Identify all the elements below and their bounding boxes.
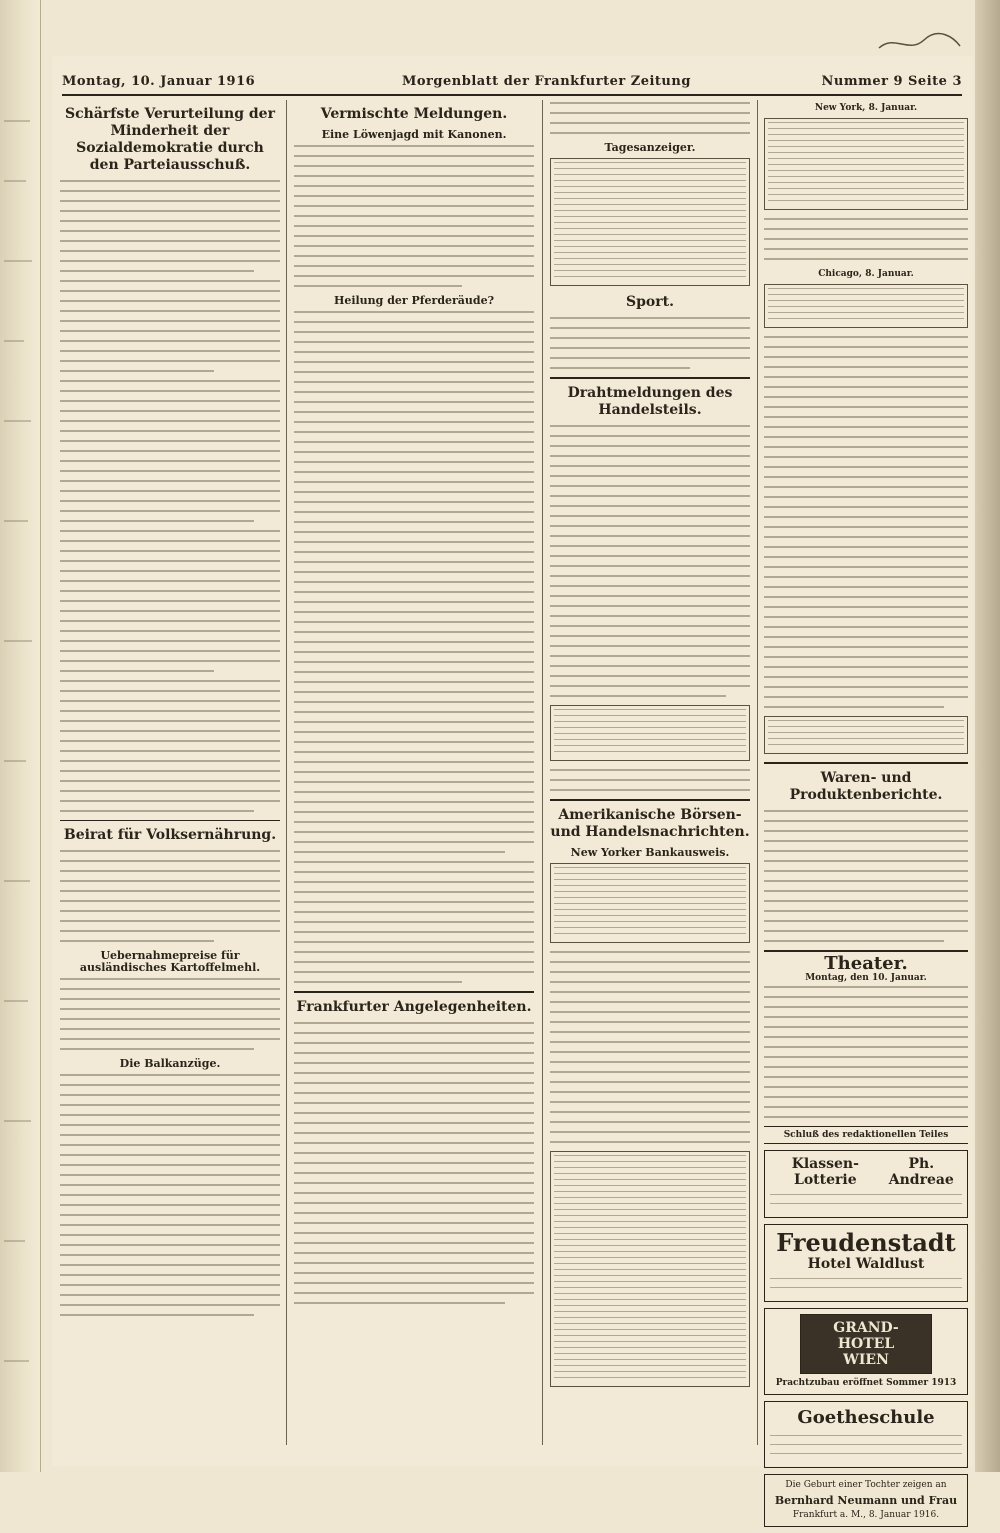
birth-announcement xyxy=(764,1474,968,1527)
birth-announcement-parents: Bernhard Neumann und Frau xyxy=(774,1494,958,1507)
table-title: Chicago, 8. Januar. xyxy=(818,269,914,279)
column-rule xyxy=(542,100,543,1445)
grand-hotel-ad xyxy=(764,1308,968,1395)
grand-hotel-logo xyxy=(800,1314,932,1374)
article-body xyxy=(550,317,750,369)
section-headline: Waren- und Produktenberichte. xyxy=(789,770,943,803)
hotel-ad-name: Hotel Waldlust xyxy=(807,1256,925,1272)
new-york-market-table xyxy=(764,118,968,210)
editorial-end-notice: Schluß des redaktionellen Teiles xyxy=(764,1126,968,1144)
paper-name: Morgenblatt der Frankfurter Zeitung xyxy=(402,74,691,89)
column-rule xyxy=(286,100,287,1445)
closing-prices-table xyxy=(550,1151,750,1387)
lottery-ad-seller: Ph. Andreae xyxy=(888,1156,954,1188)
column-2 xyxy=(294,100,534,1312)
section-heading: Tagesanzeiger. xyxy=(604,141,696,154)
newspaper-page xyxy=(52,56,972,1520)
article-body xyxy=(294,145,534,287)
article-body xyxy=(294,311,534,983)
theater-date: Montag, den 10. Januar. xyxy=(805,973,927,983)
article-subheadline: Eine Löwenjagd mit Kanonen. xyxy=(321,128,507,141)
section-headline: Sport. xyxy=(626,294,674,310)
section-headline: Drahtmeldungen des Handelsteils. xyxy=(567,385,733,418)
grand-hotel-city: WIEN xyxy=(843,1352,889,1368)
table-title: New York, 8. Januar. xyxy=(814,103,918,113)
theater-listings xyxy=(764,986,968,1118)
article-headline: Die Balkanzüge. xyxy=(119,1057,221,1070)
article-body xyxy=(60,978,280,1050)
article-body xyxy=(60,1074,280,1316)
article-subheadline: Heilung der Pferderäude? xyxy=(333,294,495,307)
binding-gutter xyxy=(0,0,41,1472)
article-body xyxy=(550,951,750,1143)
article-headline: Uebernahmepreise für ausländisches Kartoffelmehl. xyxy=(79,949,261,974)
masthead xyxy=(62,74,962,96)
school-ad xyxy=(764,1401,968,1468)
article-headline: Frankfurter Angelegenheiten. xyxy=(296,999,532,1015)
article-body xyxy=(60,850,280,942)
daily-listings xyxy=(550,158,750,286)
handwritten-mark xyxy=(874,30,964,56)
column-1 xyxy=(60,100,280,1324)
column-rule xyxy=(757,100,758,1445)
birth-announcement-place: Frankfurt a. M., 8. Januar 1916. xyxy=(792,1510,940,1520)
article-body xyxy=(550,102,750,134)
article-body xyxy=(764,336,968,708)
article-body xyxy=(550,769,750,791)
page-number: Nummer 9 Seite 3 xyxy=(821,74,962,89)
column-3 xyxy=(550,100,750,1395)
chicago-market-table xyxy=(764,284,968,328)
birth-announcement-intro: Die Geburt einer Tochter zeigen an xyxy=(785,1480,947,1490)
hotel-freudenstadt-ad xyxy=(764,1224,968,1302)
page-edge xyxy=(975,0,1000,1472)
hotel-ad-town: Freudenstadt xyxy=(776,1228,956,1257)
school-ad-name: Goetheschule xyxy=(797,1407,935,1428)
issue-date: Montag, 10. Januar 1916 xyxy=(62,74,256,89)
lottery-ad xyxy=(764,1150,968,1218)
article-headline: Schärfste Verurteilung der Minderheit der Sozialdemokratie durch den Parteiausschuß. xyxy=(65,106,275,173)
article-headline: Vermischte Meldungen. xyxy=(320,106,508,122)
section-headline: Amerikanische Börsen- und Handelsnachrichten. xyxy=(550,807,750,840)
column-4 xyxy=(764,100,968,1533)
lottery-ad-title: Klassen-Lotterie xyxy=(791,1156,859,1188)
article-body xyxy=(550,425,750,697)
stock-table xyxy=(550,705,750,761)
grand-hotel-note: Prachtzubau eröffnet Sommer 1913 xyxy=(775,1378,957,1388)
article-body xyxy=(764,218,968,260)
grand-hotel-name: GRAND-HOTEL xyxy=(833,1320,899,1352)
article-body xyxy=(294,1022,534,1304)
section-heading: New Yorker Bankausweis. xyxy=(570,846,730,859)
article-body xyxy=(60,180,280,812)
buenos-aires-table xyxy=(764,716,968,754)
article-headline: Beirat für Volksernährung. xyxy=(63,827,277,843)
article-body xyxy=(764,810,968,942)
theater-heading: Theater. xyxy=(824,953,908,974)
bank-statement-table xyxy=(550,863,750,943)
